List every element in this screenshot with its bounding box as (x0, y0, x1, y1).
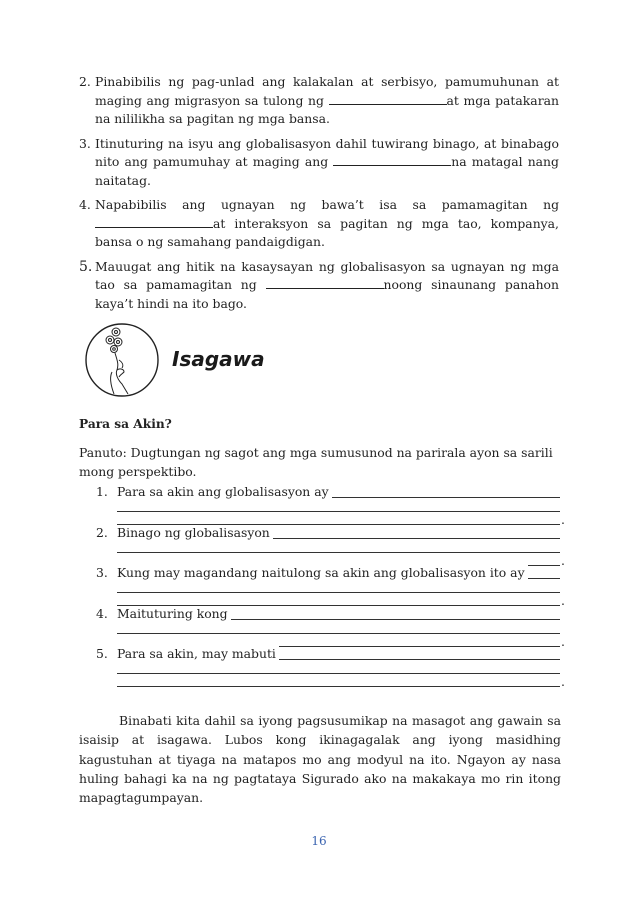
prompt-number: 2. (96, 524, 108, 540)
prompt-number: 1. (96, 484, 108, 499)
line-end-period: . (561, 552, 565, 568)
question-text-before: Napabibilis ang ugnayan ng bawa’t isa sa pamamagitan ng (95, 197, 559, 212)
prompt-text: Para sa akin, may mabuti (117, 646, 279, 661)
prompt-item-5 (96, 646, 565, 689)
answer-line[interactable] (117, 592, 560, 593)
answer-blank[interactable] (329, 92, 447, 105)
prompt-text: Maituturing kong (117, 606, 231, 621)
prompt-number: 5. (96, 646, 108, 661)
prompt-text: Binago ng globalisasyon (117, 525, 273, 540)
prompt-text: Para sa akin ang globalisasyon ay (117, 484, 332, 499)
answer-line[interactable] (117, 686, 560, 687)
answer-blank[interactable] (333, 153, 451, 166)
hand-holding-gears-icon (84, 322, 160, 398)
answer-line[interactable] (117, 673, 560, 674)
question-text-after: na matagal nang naitatag. (95, 154, 559, 188)
prompt-item-4 (96, 605, 565, 649)
question-2 (79, 73, 559, 129)
question-text-before: Itinuturing na isyu ang globalisasyon dahil tuwirang binago, at binabago nito ang pamumuhay at maging ang (95, 135, 559, 169)
prompt-number: 4. (96, 605, 108, 621)
sentence-completion-list (96, 484, 565, 689)
instruction-text: Panuto: Dugtungan ng sagot ang mga sumusunod na parirala ayon sa sarili mong perspektibo. (79, 445, 553, 479)
activity-subheading: Para sa Akin? (79, 417, 172, 431)
prompt-text: Kung may magandang naitulong sa akin ang globalisasyon ito ay (117, 565, 528, 580)
question-3 (79, 135, 559, 191)
answer-blank[interactable] (95, 215, 213, 228)
line-end-period: . (561, 593, 565, 608)
question-number: 5. (79, 258, 93, 275)
question-text-after: at mga patakaran na nililikha sa pagitan ng mga bansa. (95, 92, 559, 126)
closing-text: Binabati kita dahil sa iyong pagsusumikap na masagot ang gawain sa isaisip at isagawa. Lubos kong ikinagagalak ang iyong masidhing kagustuhan at tiyaga na matapos mo ang modyul na ito. Ngayon ay nasa huling bahagi ka na ng pagtataya Sigurado ako na makakaya mo rin itong mapagtagumpayan. (79, 713, 561, 806)
section-title: Isagawa (172, 347, 265, 371)
question-text-after: at interaksyon sa pagitan ng mga tao, kompanya, bansa o ng samahang pandaigdigan. (95, 215, 559, 249)
answer-line[interactable] (117, 633, 560, 634)
answer-line[interactable] (117, 552, 560, 553)
line-end-period: . (561, 633, 565, 649)
question-text-before: Mauugat ang hitik na kasaysayan ng globalisasyon sa ugnayan ng mga tao sa pamamagitan ng (95, 258, 559, 292)
question-number: 4. (79, 197, 91, 212)
question-text-after: noong sinaunang panahon kaya’t hindi na ito bago. (95, 277, 559, 311)
prompt-item-3 (96, 565, 565, 608)
question-5 (79, 258, 559, 314)
question-number: 3. (79, 135, 91, 151)
question-number: 2. (79, 74, 91, 89)
line-end-period: . (561, 512, 565, 527)
prompt-number: 3. (96, 565, 108, 580)
answer-blank[interactable] (266, 276, 384, 289)
question-4 (79, 196, 559, 252)
question-text-before: Pinabibilis ng pag-unlad ang kalakalan at serbisyo, pamumuhunan at maging ang migrasyon sa tulong ng (95, 74, 559, 108)
prompt-item-2 (96, 524, 565, 568)
closing-paragraph (79, 711, 561, 807)
answer-line[interactable] (117, 511, 560, 512)
page-number: 16 (311, 834, 327, 848)
fill-in-questions (79, 73, 559, 319)
line-end-period: . (561, 674, 565, 689)
prompt-item-1 (96, 484, 565, 527)
